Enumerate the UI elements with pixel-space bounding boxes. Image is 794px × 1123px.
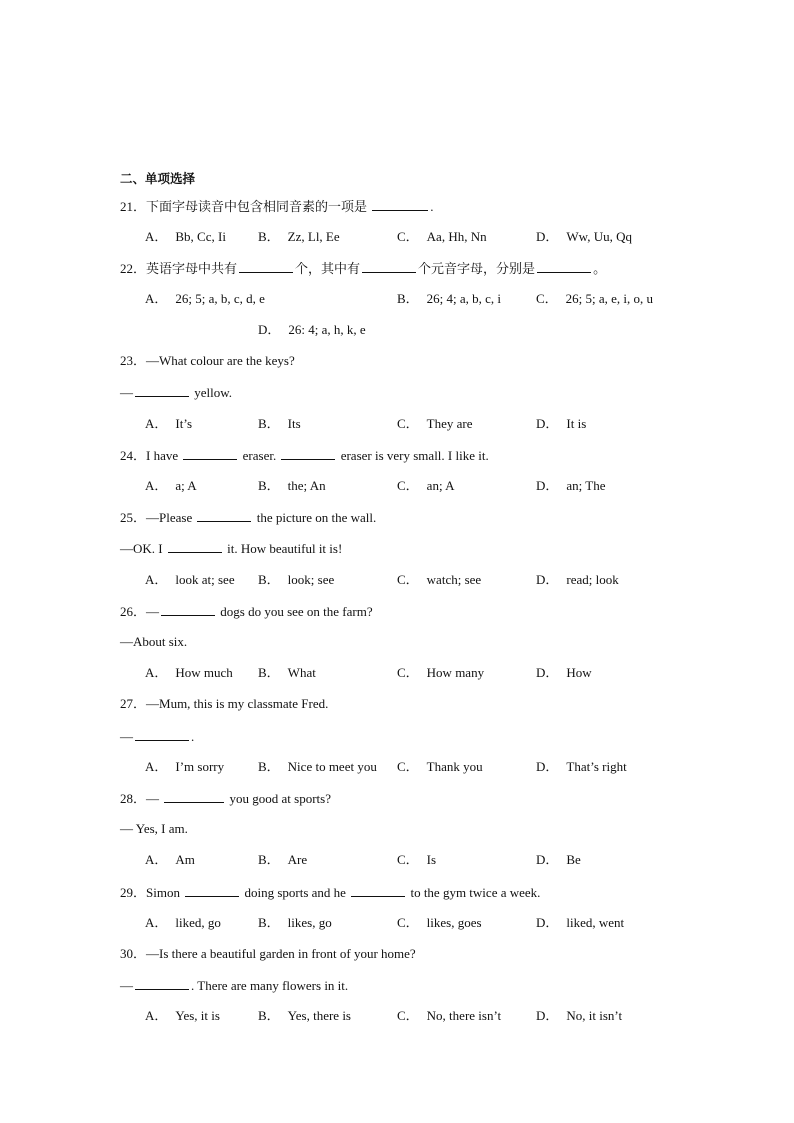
option-b[interactable]: B． Yes, there is: [258, 1008, 351, 1023]
question-27-stem: 27．—Mum, this is my classmate Fred.: [120, 696, 329, 711]
option-d[interactable]: D． It is: [536, 416, 587, 431]
option-b[interactable]: B． Its: [258, 416, 301, 431]
option-c[interactable]: C． an; A: [397, 478, 455, 493]
question-30-stem: 30．—Is there a beautiful garden in front of your home?: [120, 946, 416, 961]
option-b[interactable]: B． Zz, Ll, Ee: [258, 229, 340, 244]
question-30-reply: — . There are many flowers in it.: [120, 978, 349, 993]
answer-blank[interactable]: [362, 259, 416, 273]
answer-blank[interactable]: [161, 602, 215, 616]
question-22-stem: 22．英语字母中共有 个，其中有 个元音字母，分别是 。: [120, 261, 607, 276]
question-26-stem: 26．— dogs do you see on the farm?: [120, 604, 373, 619]
question-number: 28．: [120, 791, 147, 806]
question-number: 24．: [120, 448, 147, 463]
answer-blank[interactable]: [135, 383, 189, 397]
question-25-stem: 25．—Please the picture on the wall.: [120, 510, 377, 525]
option-c[interactable]: C． Aa, Hh, Nn: [397, 229, 487, 244]
answer-blank[interactable]: [135, 976, 189, 990]
option-c[interactable]: C． 26; 5; a, e, i, o, u: [536, 291, 654, 306]
option-d[interactable]: D． No, it isn’t: [536, 1008, 623, 1023]
answer-blank[interactable]: [372, 197, 428, 211]
option-b[interactable]: B． 26; 4; a, b, c, i: [397, 291, 502, 306]
answer-blank[interactable]: [281, 446, 335, 460]
option-c[interactable]: C． They are: [397, 416, 473, 431]
option-c[interactable]: C． likes, goes: [397, 915, 482, 930]
question-number: 27．: [120, 696, 147, 711]
question-number: 29．: [120, 885, 147, 900]
option-c[interactable]: C． No, there isn’t: [397, 1008, 502, 1023]
answer-blank[interactable]: [197, 508, 251, 522]
stem-text: 下面字母读音中包含相同音素的一项是: [146, 199, 371, 214]
question-26-reply: —About six.: [120, 634, 188, 649]
option-a[interactable]: A． 26; 5; a, b, c, d, e: [145, 291, 265, 306]
option-a[interactable]: A． It’s: [145, 416, 193, 431]
question-29-stem: 29．Simon doing sports and he to the gym twice a week.: [120, 885, 541, 900]
question-21-stem: [120, 197, 434, 215]
option-a[interactable]: A． How much: [145, 665, 233, 680]
option-d[interactable]: D． read; look: [536, 572, 619, 587]
option-d[interactable]: D． liked, went: [536, 915, 625, 930]
answer-blank[interactable]: [183, 446, 237, 460]
option-d[interactable]: D． Be: [536, 852, 581, 867]
question-number: 25．: [120, 510, 147, 525]
answer-blank[interactable]: [135, 727, 189, 741]
option-d[interactable]: D． an; The: [536, 478, 606, 493]
question-number: 21．: [120, 199, 147, 214]
option-b[interactable]: B． the; An: [258, 478, 326, 493]
option-d[interactable]: D． 26: 4; a, h, k, e: [258, 322, 366, 337]
option-c[interactable]: C． watch; see: [397, 572, 482, 587]
option-a[interactable]: A． Yes, it is: [145, 1008, 220, 1023]
stem-text: .: [430, 199, 434, 214]
question-number: 22．: [120, 261, 147, 276]
option-c[interactable]: C． Thank you: [397, 759, 483, 774]
question-27-reply: — .: [120, 729, 195, 744]
question-23-reply: — yellow.: [120, 385, 233, 400]
answer-blank[interactable]: [185, 883, 239, 897]
question-24-stem: 24．I have eraser. eraser is very small. I like it.: [120, 448, 489, 463]
option-a[interactable]: A． look at; see: [145, 572, 235, 587]
question-25-reply: —OK. I it. How beautiful it is!: [120, 541, 343, 556]
option-d[interactable]: D． Ww, Uu, Qq: [536, 229, 632, 244]
answer-blank[interactable]: [537, 259, 591, 273]
answer-blank[interactable]: [168, 539, 222, 553]
option-d[interactable]: D． How: [536, 665, 592, 680]
question-23-stem: 23．—What colour are the keys?: [120, 353, 295, 368]
option-a[interactable]: A． liked, go: [145, 915, 221, 930]
option-a[interactable]: A． I’m sorry: [145, 759, 225, 774]
answer-blank[interactable]: [164, 789, 224, 803]
option-c[interactable]: C． How many: [397, 665, 485, 680]
answer-blank[interactable]: [351, 883, 405, 897]
option-d[interactable]: D． That’s right: [536, 759, 627, 774]
option-b[interactable]: B． What: [258, 665, 316, 680]
option-a[interactable]: A． Bb, Cc, Ii: [145, 229, 226, 244]
question-number: 26．: [120, 604, 147, 619]
answer-blank[interactable]: [239, 259, 293, 273]
question-28-stem: 28．— you good at sports?: [120, 791, 331, 806]
question-28-reply: — Yes, I am.: [120, 821, 188, 836]
option-c[interactable]: C． Is: [397, 852, 437, 867]
option-b[interactable]: B． Are: [258, 852, 308, 867]
option-a[interactable]: A． a; A: [145, 478, 197, 493]
option-b[interactable]: B． look; see: [258, 572, 335, 587]
option-b[interactable]: B． likes, go: [258, 915, 332, 930]
question-number: 30．: [120, 946, 147, 961]
option-b[interactable]: B． Nice to meet you: [258, 759, 377, 774]
section-title: 二、单项选择: [120, 171, 196, 186]
question-number: 23．: [120, 353, 147, 368]
option-a[interactable]: A． Am: [145, 852, 195, 867]
